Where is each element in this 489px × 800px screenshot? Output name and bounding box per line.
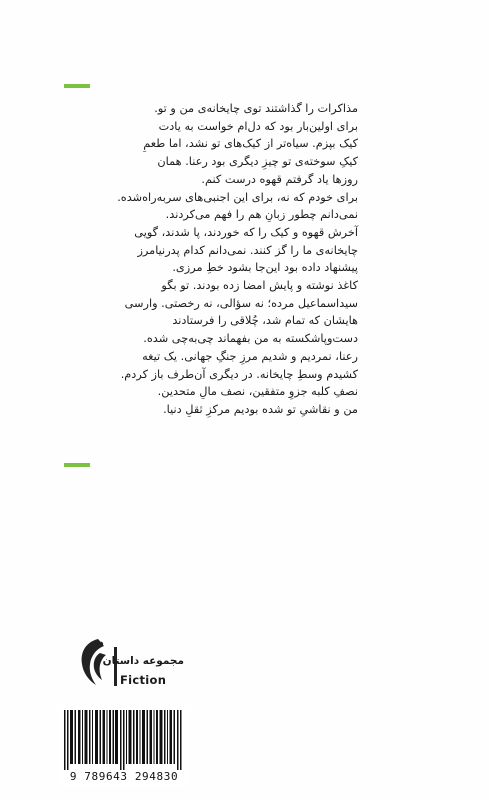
top-accent-bar <box>64 84 90 88</box>
text-line: هایشان که تمام شد، چُلاقی را فرستادند <box>172 314 358 328</box>
cover-text-block <box>58 100 358 419</box>
series-label-persian: مجموعه داستان <box>102 655 184 667</box>
text-line: پیشنهاد داده بود این‌جا بشود خطِ مرزی. <box>172 261 358 275</box>
text-line: برای اولین‌بار بود که دل‌ام خواست به یادت <box>158 119 358 133</box>
text-line: من و نقاشیِ تو شده بودیم مرکزِ ثقلِ دنیا. <box>163 402 358 416</box>
text-line: روزها یاد گرفتم قهوه درست کنم. <box>201 172 358 186</box>
text-line: دست‌وپاشکسته به من بفهماند چی‌به‌چی شده. <box>143 332 358 346</box>
text-line: آخرش قهوه و کیک را که خوردند، پا شدند، گویی <box>134 225 358 239</box>
text-line: کاغذ نوشته و پایش امضا زده بودند. تو بگو <box>161 279 358 293</box>
text-line: سیداسماعیل مرده؛ نه سؤالی، نه رخصتی. وارسی <box>124 296 358 310</box>
text-line: برای خودم که نه، برای این اجنبی‌های سربه‌راه‌شده. <box>117 190 358 204</box>
series-label-english: Fiction <box>120 673 167 687</box>
isbn-number: 9 789643 294830 <box>69 770 179 783</box>
text-line: مذاکرات را گذاشتند توی چایخانه‌ی من و تو. <box>154 102 358 115</box>
text-line: کشیدم وسطِ چایخانه. در دیگری آن‌طرف باز کردم. <box>120 367 358 381</box>
text-line: چایخانه‌ی ما را گز کنند. نمی‌دانم کدام پدرنیامرز <box>137 243 358 257</box>
text-line: رعنا، نمردیم و شدیم مرزِ جنگِ جهانی. یک تیغه <box>142 349 358 363</box>
text-line: کیک بپزم. سیاه‌تر از کیک‌های تو نشد، اما طعمِ <box>143 137 358 151</box>
text-line: نصفِ کلبه جزوِ متفقین، نصف مالِ متحدین. <box>157 385 358 399</box>
isbn-barcode <box>58 706 190 786</box>
barcode-bars-icon <box>64 710 182 770</box>
bottom-accent-bar <box>64 463 90 467</box>
text-line: کیکِ سوخته‌ی تو چیزِ دیگری بود رعنا. همان <box>157 155 358 169</box>
text-line: نمی‌دانم چطور زبانِ هم را فهم می‌کردند. <box>165 208 358 222</box>
